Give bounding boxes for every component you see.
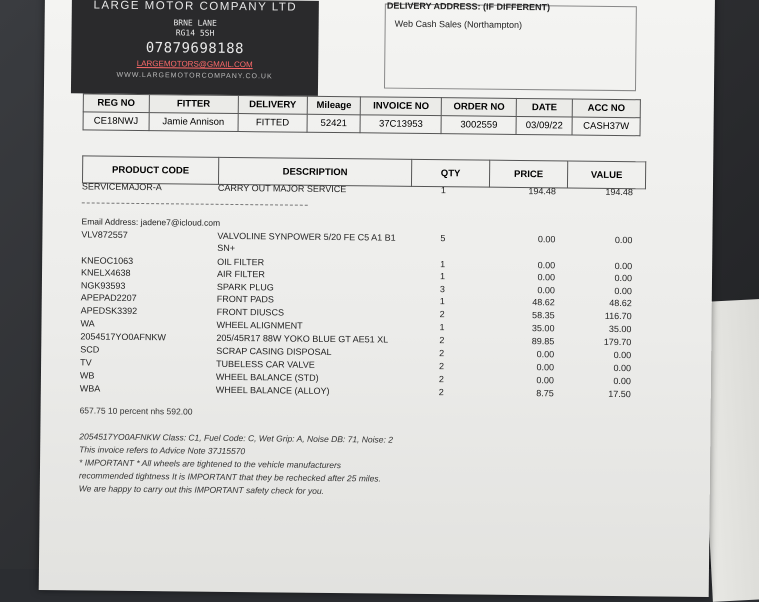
item-price: 0.00	[536, 362, 555, 373]
discount-line: 657.75 10 percent nhs 592.00	[79, 405, 193, 417]
product-table-header	[82, 155, 646, 189]
item-code: SCD	[80, 344, 100, 355]
item-code: WB	[79, 370, 95, 381]
item-qty: 2	[439, 348, 445, 359]
item-qty: 1	[439, 271, 446, 282]
header-description: DESCRIPTION	[218, 157, 411, 186]
item-qty: 1	[440, 259, 446, 270]
item-code: APEPAD2207	[80, 292, 137, 303]
item-value: 35.00	[608, 323, 632, 335]
date-value: 03/09/22	[516, 116, 572, 135]
tyre-label-note: 2054517YO0AFNKW Class: C1, Fuel Code: C, Wet Grip: A, Noise DB: 71, Noise: 2	[79, 431, 394, 445]
important-note-line1: * IMPORTANT * All wheels are tightened to the vehicle manufacturers	[79, 457, 342, 471]
item-description: AIR FILTER	[216, 268, 265, 280]
item-description: VALVOLINE SYNPOWER 5/20 FE C5 A1 B1	[217, 230, 396, 243]
item-code: VLV872557	[81, 229, 128, 240]
divider-line	[82, 202, 308, 205]
company-website: WWW.LARGEMOTORCOMPANY.CO.UK	[116, 71, 273, 81]
advice-note-line: This invoice refers to Advice Note 37J15570	[79, 444, 246, 457]
item-value: 48.62	[609, 297, 632, 309]
item-price: 35.00	[531, 323, 555, 334]
service-description: CARRY OUT MAJOR SERVICE	[217, 182, 347, 195]
company-address-line2: RG14 5SH	[175, 28, 215, 38]
order-no-value: 3002559	[441, 116, 516, 135]
item-value: 0.00	[614, 272, 633, 284]
item-code: 2054517YO0AFNKW	[80, 331, 166, 343]
important-note-line2: recommended tightness It is IMPORTANT that they be rechecked after 25 miles.	[78, 470, 382, 484]
delivery-value: FITTED	[238, 114, 308, 133]
header-invoice-no: INVOICE NO	[360, 97, 441, 116]
customer-email: Email Address: jadene7@icloud.com	[81, 216, 221, 228]
service-price: 194.48	[528, 186, 556, 197]
item-description-cont: SN+	[217, 242, 236, 254]
company-phone: 07879698188	[145, 40, 245, 58]
item-value: 0.00	[614, 285, 632, 297]
fitter-value: Jamie Annison	[149, 113, 238, 132]
mileage-value: 52421	[307, 114, 360, 133]
item-code: TV	[80, 357, 92, 368]
item-code: APEDSK3392	[80, 305, 138, 316]
item-price: 8.75	[536, 388, 554, 399]
item-description: WHEEL BALANCE (ALLOY)	[215, 384, 330, 397]
item-qty: 2	[439, 335, 445, 346]
item-code: WBA	[79, 383, 101, 394]
item-qty: 1	[439, 322, 445, 333]
important-note-line3: We are happy to carry out this IMPORTANT safety check for you.	[78, 483, 325, 496]
company-logo-block	[71, 0, 319, 96]
item-qty: 2	[439, 309, 445, 320]
item-description: FRONT PADS	[216, 293, 275, 305]
item-value: 0.00	[613, 375, 631, 387]
item-qty: 3	[439, 284, 445, 295]
header-mileage: Mileage	[307, 96, 360, 115]
delivery-address-value: Web Cash Sales (Northampton)	[394, 18, 523, 30]
item-qty: 2	[438, 387, 444, 398]
header-product-code: PRODUCT CODE	[82, 156, 218, 184]
delivery-address-title: DELIVERY ADDRESS: (IF DIFFERENT)	[386, 0, 551, 13]
reg-no-value: CE18NWJ	[83, 112, 149, 131]
service-qty: 1	[440, 185, 446, 196]
product-header-row	[82, 156, 645, 189]
header-date: DATE	[516, 98, 572, 117]
invoice-info-table	[83, 93, 641, 136]
item-value: 0.00	[614, 234, 633, 246]
header-qty: QTY	[411, 159, 489, 187]
item-value: 0.00	[614, 260, 633, 272]
item-value: 0.00	[613, 349, 632, 361]
item-value: 0.00	[613, 362, 632, 374]
header-fitter: FITTER	[149, 95, 238, 114]
item-price: 89.85	[531, 336, 555, 347]
item-qty: 2	[438, 374, 445, 385]
item-code: WA	[80, 318, 95, 329]
item-code: KNELX4638	[80, 267, 131, 278]
item-price: 0.00	[537, 260, 556, 271]
item-price: 0.00	[537, 272, 556, 283]
item-description: OIL FILTER	[217, 256, 265, 268]
header-acc-no: ACC NO	[572, 99, 640, 118]
item-code: KNEOC1063	[81, 255, 134, 266]
acc-no-value: CASH37W	[572, 117, 640, 136]
header-delivery: DELIVERY	[238, 96, 308, 115]
service-value: 194.48	[605, 186, 633, 198]
service-code: SERVICEMAJOR-A	[81, 181, 162, 193]
item-price: 0.00	[537, 285, 555, 296]
company-email: LARGEMOTORS@GMAIL.COM	[136, 58, 253, 70]
item-value: 179.70	[603, 336, 632, 348]
item-description: WHEEL BALANCE (STD)	[215, 371, 319, 383]
header-price: PRICE	[489, 160, 567, 188]
item-price: 0.00	[537, 234, 556, 245]
item-code: NGK93593	[80, 280, 126, 291]
item-description: WHEEL ALIGNMENT	[216, 319, 303, 331]
invoice-document	[39, 0, 715, 597]
item-price: 48.62	[532, 297, 555, 308]
header-order-no: ORDER NO	[442, 98, 517, 117]
invoice-no-value: 37C13953	[360, 115, 441, 134]
item-description: TUBELESS CAR VALVE	[216, 358, 315, 370]
item-description: SCRAP CASING DISPOSAL	[216, 345, 332, 358]
item-price: 0.00	[536, 375, 554, 386]
company-name: LARGE MOTOR COMPANY LTD	[93, 0, 298, 14]
item-description: SPARK PLUG	[216, 281, 274, 293]
item-qty: 2	[439, 361, 445, 372]
item-description: 205/45R17 88W YOKO BLUE GT AE51 XL	[216, 332, 389, 345]
item-qty: 1	[439, 296, 445, 307]
item-price: 58.35	[532, 310, 555, 321]
header-value: VALUE	[567, 161, 645, 189]
delivery-address-box	[384, 4, 637, 92]
item-price: 0.00	[536, 349, 555, 360]
company-address-line1: BRNE LANE	[173, 18, 217, 28]
item-value: 116.70	[604, 310, 632, 322]
header-reg-no: REG NO	[83, 94, 149, 113]
item-qty: 5	[440, 233, 446, 244]
item-value: 17.50	[608, 388, 631, 400]
item-description: FRONT DIUSCS	[216, 306, 285, 318]
